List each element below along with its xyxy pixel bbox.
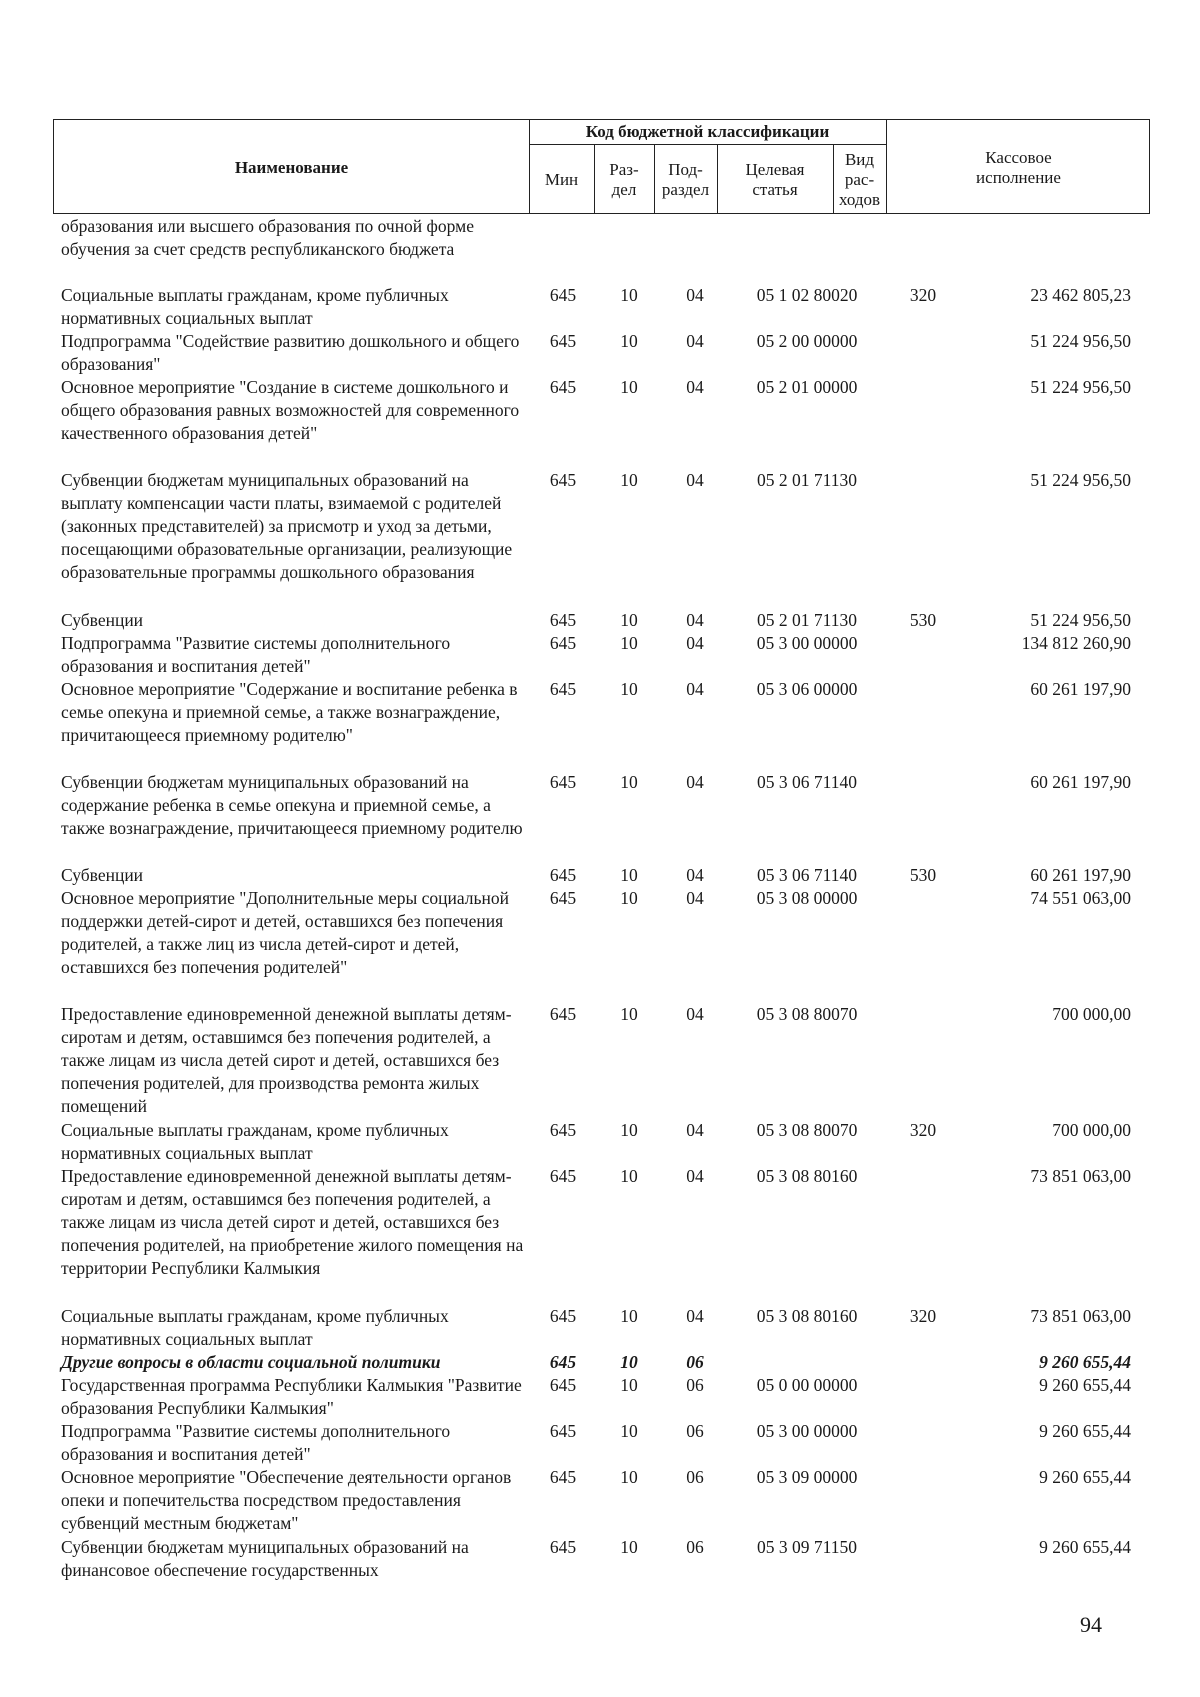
row-sum: 700 000,00 xyxy=(1052,1120,1131,1140)
row-podrazdel: 04 xyxy=(686,470,704,490)
row-min: 645 xyxy=(549,1352,577,1372)
row-podrazdel: 04 xyxy=(686,610,704,630)
header-min: Мин xyxy=(544,169,579,189)
row-sum: 9 260 655,44 xyxy=(1039,1537,1131,1557)
row-vid: 320 xyxy=(909,285,937,305)
row-podrazdel: 04 xyxy=(686,865,704,885)
row-name: Основное мероприятие "Создание в системе дошкольного и общего образования равных возможностей для современного качественного образования детей" xyxy=(61,377,520,443)
row-name: Предоставление единовременной денежной выплаты детям-сиротам и детям, оставшимся без попечения родителей, а также лицам из числа детей сирот и детей, оставшихся без попечения родителей, для производства ремонта жилых помещений xyxy=(61,1004,512,1116)
row-vid: 320 xyxy=(909,1120,937,1140)
row-razdel: 10 xyxy=(620,1306,638,1326)
row-celevaya: 05 2 00 00000 xyxy=(756,331,858,351)
row-min: 645 xyxy=(549,772,577,792)
row-name: Подпрограмма "Развитие системы дополнительного образования и воспитания детей" xyxy=(61,633,451,676)
row-celevaya: 05 3 06 71140 xyxy=(757,772,857,792)
row-podrazdel: 04 xyxy=(686,1306,704,1326)
row-sum: 9 260 655,44 xyxy=(1039,1467,1131,1487)
row-podrazdel: 04 xyxy=(686,679,704,699)
row-podrazdel: 04 xyxy=(686,285,704,305)
row-razdel: 10 xyxy=(620,470,638,490)
row-min: 645 xyxy=(549,888,577,908)
row-name: образования или высшего образования по очной форме обучения за счет средств республиканского бюджета xyxy=(61,216,474,259)
header-kassovoe: Кассовое исполнение xyxy=(976,147,1061,187)
row-name: Субвенции бюджетам муниципальных образований на содержание ребенка в семье опекуна и приемной семье, а также вознаграждение, причитающееся приемному родителю xyxy=(61,772,523,838)
row-podrazdel: 04 xyxy=(686,377,704,397)
row-razdel: 10 xyxy=(620,1375,638,1395)
row-sum: 51 224 956,50 xyxy=(1030,470,1131,490)
row-podrazdel: 04 xyxy=(686,888,704,908)
row-sum: 9 260 655,44 xyxy=(1039,1421,1131,1441)
row-min: 645 xyxy=(549,470,577,490)
row-razdel: 10 xyxy=(620,888,638,908)
row-min: 645 xyxy=(549,1306,577,1326)
row-razdel: 10 xyxy=(620,1421,638,1441)
row-min: 645 xyxy=(549,865,577,885)
row-celevaya: 05 3 06 71140 xyxy=(757,865,857,885)
row-sum: 73 851 063,00 xyxy=(1030,1306,1131,1326)
row-min: 645 xyxy=(549,377,577,397)
row-razdel: 10 xyxy=(620,1166,638,1186)
row-celevaya: 05 3 09 00000 xyxy=(756,1467,858,1487)
header-podrazdel: Под- раздел xyxy=(661,159,710,199)
row-min: 645 xyxy=(549,1467,577,1487)
row-min: 645 xyxy=(549,285,577,305)
header-code-group: Код бюджетной классификации xyxy=(585,122,830,141)
row-podrazdel: 04 xyxy=(686,1166,704,1186)
row-sum: 23 462 805,23 xyxy=(1030,285,1131,305)
row-sum: 74 551 063,00 xyxy=(1030,888,1131,908)
row-celevaya: 05 2 01 71130 xyxy=(757,610,857,630)
row-podrazdel: 04 xyxy=(686,1120,704,1140)
row-podrazdel: 06 xyxy=(686,1375,704,1395)
row-razdel: 10 xyxy=(620,1352,638,1372)
row-razdel: 10 xyxy=(620,865,638,885)
table-header xyxy=(53,119,1150,214)
row-celevaya: 05 3 09 71150 xyxy=(757,1537,857,1557)
row-min: 645 xyxy=(549,1004,577,1024)
row-name: Субвенции xyxy=(61,610,144,630)
row-podrazdel: 06 xyxy=(686,1421,704,1441)
row-razdel: 10 xyxy=(620,633,638,653)
row-min: 645 xyxy=(549,1166,577,1186)
row-name: Основное мероприятие "Дополнительные меры социальной поддержки детей-сирот и детей, оставшихся без попечения родителей, а также лиц из числа детей-сирот и детей, оставшихся без попечения родителей" xyxy=(61,888,509,977)
row-min: 645 xyxy=(549,1375,577,1395)
row-razdel: 10 xyxy=(620,1467,638,1487)
header-celevaya: Целевая статья xyxy=(745,159,805,199)
row-vid: 530 xyxy=(909,865,937,885)
row-celevaya: 05 3 00 00000 xyxy=(756,633,858,653)
row-sum: 60 261 197,90 xyxy=(1030,772,1131,792)
row-name: Предоставление единовременной денежной выплаты детям-сиротам и детям, оставшимся без попечения родителей, а также лицам из числа детей сирот и детей, оставшихся без попечения родителей, на приобретение жилого помещения на территории Республики Калмыкия xyxy=(61,1166,524,1278)
row-sum: 134 812 260,90 xyxy=(1021,633,1131,653)
row-vid: 320 xyxy=(909,1306,937,1326)
row-min: 645 xyxy=(549,610,577,630)
row-podrazdel: 04 xyxy=(686,331,704,351)
row-name: Государственная программа Республики Калмыкия "Развитие образования Республики Калмыкия" xyxy=(61,1375,522,1418)
header-name: Наименование xyxy=(234,157,349,177)
row-name: Социальные выплаты гражданам, кроме публичных нормативных социальных выплат xyxy=(61,1306,449,1349)
row-razdel: 10 xyxy=(620,1120,638,1140)
row-name: Подпрограмма "Развитие системы дополнительного образования и воспитания детей" xyxy=(61,1421,451,1464)
header-vid: Вид рас- ходов xyxy=(838,149,881,209)
row-name: Субвенции xyxy=(61,865,144,885)
row-sum: 51 224 956,50 xyxy=(1030,610,1131,630)
row-celevaya: 05 3 08 80160 xyxy=(756,1166,858,1186)
row-podrazdel: 06 xyxy=(686,1467,704,1487)
row-vid: 530 xyxy=(909,610,937,630)
row-podrazdel: 06 xyxy=(686,1352,704,1372)
row-razdel: 10 xyxy=(620,772,638,792)
row-min: 645 xyxy=(549,331,577,351)
row-min: 645 xyxy=(549,1120,577,1140)
row-podrazdel: 06 xyxy=(686,1537,704,1557)
row-min: 645 xyxy=(549,1421,577,1441)
row-name: Основное мероприятие "Содержание и воспитание ребенка в семье опекуна и приемной семье, а также вознаграждение, причитающееся приемному родителю" xyxy=(61,679,518,745)
header-razdel: Раз- дел xyxy=(609,159,639,199)
row-celevaya: 05 3 08 80160 xyxy=(756,1306,858,1326)
row-name: Другие вопросы в области социальной политики xyxy=(61,1352,441,1372)
row-sum: 60 261 197,90 xyxy=(1030,679,1131,699)
row-sum: 51 224 956,50 xyxy=(1030,331,1131,351)
row-razdel: 10 xyxy=(620,331,638,351)
row-razdel: 10 xyxy=(620,610,638,630)
row-razdel: 10 xyxy=(620,1004,638,1024)
row-celevaya: 05 2 01 00000 xyxy=(756,377,858,397)
row-celevaya: 05 3 08 80070 xyxy=(756,1120,858,1140)
row-razdel: 10 xyxy=(620,1537,638,1557)
row-name: Подпрограмма "Содействие развитию дошкольного и общего образования" xyxy=(61,331,520,374)
row-celevaya: 05 3 00 00000 xyxy=(756,1421,858,1441)
row-sum: 700 000,00 xyxy=(1052,1004,1131,1024)
row-name: Субвенции бюджетам муниципальных образований на финансовое обеспечение государственных xyxy=(61,1537,469,1580)
page-number: 94 xyxy=(1080,1612,1102,1637)
row-sum: 73 851 063,00 xyxy=(1030,1166,1131,1186)
row-sum: 60 261 197,90 xyxy=(1030,865,1131,885)
row-name: Субвенции бюджетам муниципальных образований на выплату компенсации части платы, взимаемой с родителей (законных представителей) за присмотр и уход за детьми, посещающими образовательные организации, реализующие образовательные программы дошкольного образования xyxy=(61,470,513,582)
row-min: 645 xyxy=(549,679,577,699)
row-sum: 51 224 956,50 xyxy=(1030,377,1131,397)
row-sum: 9 260 655,44 xyxy=(1039,1375,1131,1395)
row-razdel: 10 xyxy=(620,285,638,305)
row-celevaya: 05 2 01 71130 xyxy=(757,470,857,490)
row-podrazdel: 04 xyxy=(686,1004,704,1024)
row-podrazdel: 04 xyxy=(686,772,704,792)
row-min: 645 xyxy=(549,633,577,653)
row-min: 645 xyxy=(549,1537,577,1557)
row-name: Социальные выплаты гражданам, кроме публичных нормативных социальных выплат xyxy=(61,285,449,328)
row-razdel: 10 xyxy=(620,377,638,397)
row-name: Социальные выплаты гражданам, кроме публичных нормативных социальных выплат xyxy=(61,1120,449,1163)
row-celevaya: 05 0 00 00000 xyxy=(756,1375,858,1395)
row-celevaya: 05 3 06 00000 xyxy=(756,679,858,699)
row-razdel: 10 xyxy=(620,679,638,699)
row-celevaya: 05 3 08 80070 xyxy=(756,1004,858,1024)
row-celevaya: 05 1 02 80020 xyxy=(756,285,858,305)
row-podrazdel: 04 xyxy=(686,633,704,653)
row-name: Основное мероприятие "Обеспечение деятельности органов опеки и попечительства посредством предоставления субвенций местным бюджетам" xyxy=(61,1467,512,1533)
row-celevaya: 05 3 08 00000 xyxy=(756,888,858,908)
row-sum: 9 260 655,44 xyxy=(1039,1352,1131,1372)
